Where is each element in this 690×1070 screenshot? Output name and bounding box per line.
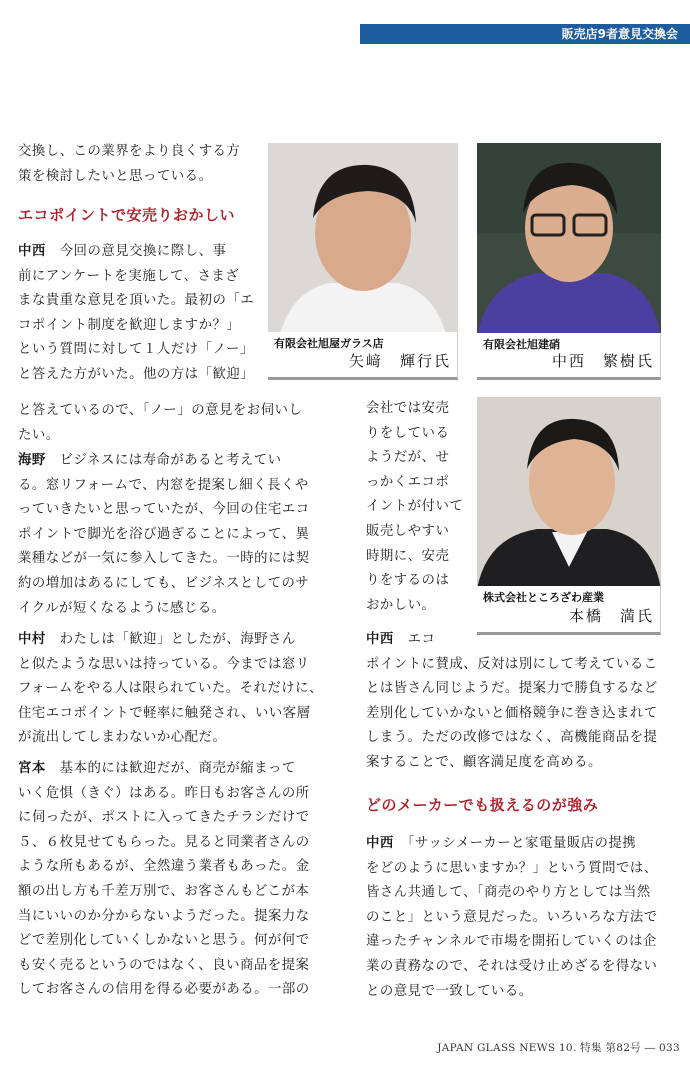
remark-nakamura <box>18 628 358 751</box>
text-line: どで差別化していくしかないと思う。何が何で <box>18 933 310 949</box>
caption-yazaki <box>268 332 458 380</box>
speaker-name: 海野 <box>18 453 46 468</box>
text-line: フォームをやる人は限られていた。それだけに、 <box>18 681 323 697</box>
heading-eco-point: エコポイントで安売りおかしい <box>18 206 236 224</box>
text-line: という質問に対して１人だけ「ノー」 <box>18 342 254 358</box>
text-line: と答えた方がいた。他の方は「歓迎」 <box>18 366 255 382</box>
text-line: 当にいいのか分からないようだった。提案力な <box>18 908 310 924</box>
text-line: 今回の意見交換に際し、事 <box>45 244 227 259</box>
text-line: りをしている <box>366 425 450 441</box>
caption-nakanishi <box>477 333 661 380</box>
heading-any-maker: どのメーカーでも扱えるのが強み <box>366 796 599 814</box>
text-line: ビジネスには寿命があると考えてい <box>45 453 282 468</box>
text-line: 販売しやすい <box>366 523 450 539</box>
text-line: 約の増加はあるにしても、ビジネスとしてのサ <box>18 575 310 591</box>
text-line: おかしい。 <box>366 597 436 613</box>
speaker-name: 中村 <box>18 632 46 647</box>
text-line: コポイント制度を歓迎しますか？」 <box>18 317 241 333</box>
text-line: ポイントに賛成、反対は別にして考えているこ <box>366 656 658 672</box>
text-line: りをするのは <box>366 573 450 589</box>
text-line: いく危惧（きぐ）はある。昨日もお客さんの所 <box>18 785 310 801</box>
section-header-bar <box>360 24 690 44</box>
text-line: してお客さんの信用を得る必要がある。一部の <box>18 982 310 998</box>
remark-miyamoto-cont <box>366 397 476 618</box>
text-line: のこと」という意見だった。いろいろな方法で <box>366 909 658 925</box>
text-line: 差別化していかないと価格競争に巻き込まれて <box>366 705 658 721</box>
text-line: ポイントで脚光を浴び過ぎることによって、異 <box>18 526 310 542</box>
text-line: たい。 <box>18 427 60 443</box>
company-name: 有限会社旭屋ガラス店 <box>274 337 384 350</box>
text-line: 会社では安売 <box>366 401 450 416</box>
text-line: ような所もあるが、全然違う業者もあった。金 <box>18 859 310 875</box>
text-line: 基本的には歓迎だが、商売が縮まって <box>45 761 296 776</box>
portrait-motohashi-image <box>477 397 661 589</box>
person-name: 中西 繁樹氏 <box>551 352 654 370</box>
speaker-name: 中西 <box>18 244 46 259</box>
remark-nakanishi-1 <box>18 240 263 388</box>
company-name: 株式会社ところざわ産業 <box>483 591 604 604</box>
text-line: と似たような思いは持っている。今までは窓リ <box>18 656 310 672</box>
portrait-yazaki-image <box>268 143 458 343</box>
text-line: が流出してしまわないか心配だ。 <box>18 730 227 746</box>
text-line: ５、６枚見せてもらった。見ると同業者さんの <box>18 834 310 850</box>
remark-miyamoto <box>18 757 358 1003</box>
text-line: との意見で一致している。 <box>366 983 533 999</box>
text-line: ようだが、せ <box>366 450 450 466</box>
portrait-nakanishi-image <box>477 143 661 336</box>
text-line: まな貴重な意見を頂いた。最初の「エ <box>18 293 255 309</box>
photo-motohashi <box>477 397 661 635</box>
intro-text <box>18 140 258 189</box>
text-line: イクルが短くなるように感じる。 <box>18 600 226 616</box>
text-line: 住宅エコポイントで軽率に触発され、いい客層 <box>18 705 311 721</box>
text-line: 違ったチャンネルで市場を開拓していくのは企 <box>366 934 657 950</box>
photo-nakanishi <box>477 143 661 380</box>
text-line: っていきたいと思っていたが、今回の住宅エコ <box>18 502 310 518</box>
remark-umino <box>18 449 358 621</box>
text-line: わたしは「歓迎」としたが、海野さん <box>45 632 296 647</box>
photo-yazaki <box>268 143 458 380</box>
text-line: 策を検討したいと思っている。 <box>18 168 213 184</box>
text-line: をどのように思いますか？」という質問では、 <box>366 860 658 876</box>
company-name: 有限会社旭建硝 <box>483 338 560 351</box>
text-line: と答えているので、「ノー」の意見をお伺いし <box>18 403 303 418</box>
text-line: 皆さん共通して、「商売のやり方としては当然 <box>366 885 651 901</box>
remark-nakanishi-2 <box>366 628 676 776</box>
remark-nakanishi-1-cont <box>18 399 358 448</box>
person-name: 矢﨑 輝行氏 <box>348 352 451 370</box>
text-line: しまう。ただの改修ではなく、高機能商品を提 <box>366 730 658 746</box>
speaker-name: 宮本 <box>18 761 46 776</box>
remark-nakanishi-3 <box>366 832 676 1004</box>
text-line: 時期に、安売 <box>366 548 450 564</box>
person-name: 本橋 満氏 <box>568 607 654 625</box>
text-line: っかくエコポ <box>366 474 450 490</box>
text-line: に伺ったが、ポストに入ってきたチラシだけで <box>18 810 310 826</box>
text-line: エコ <box>393 632 436 647</box>
text-line: イントが付いて <box>366 499 464 515</box>
page-footer: JAPAN GLASS NEWS 10. 特集 第82号 ― 033 <box>437 1042 680 1054</box>
text-line: 「サッシメーカーと家電量販店の提携 <box>393 836 637 851</box>
text-line: も安く売るというのではなく、良い商品を提案 <box>18 957 310 973</box>
text-line: 業の責務なので、それは受け止めざるを得ない <box>366 958 658 974</box>
section-title: 販売店9者意見交換会 <box>561 27 678 41</box>
speaker-name: 中西 <box>366 632 394 647</box>
text-line: 前にアンケートを実施して、さまざ <box>18 268 240 284</box>
text-line: る。窓リフォームで、内窓を提案し細く長くや <box>18 477 309 493</box>
speaker-name: 中西 <box>366 836 394 851</box>
text-line: 交換し、この業界をより良くする方 <box>18 144 241 159</box>
text-line: とは皆さん同じようだ。提案力で勝負するなど <box>366 681 658 697</box>
text-line: 案することで、顧客満足度を高める。 <box>366 754 602 770</box>
text-line: 業種などが一気に参入してきた。一時的には契 <box>18 551 310 567</box>
text-line: 額の出し方も千差万別で、お客さんもどこが本 <box>18 883 310 899</box>
